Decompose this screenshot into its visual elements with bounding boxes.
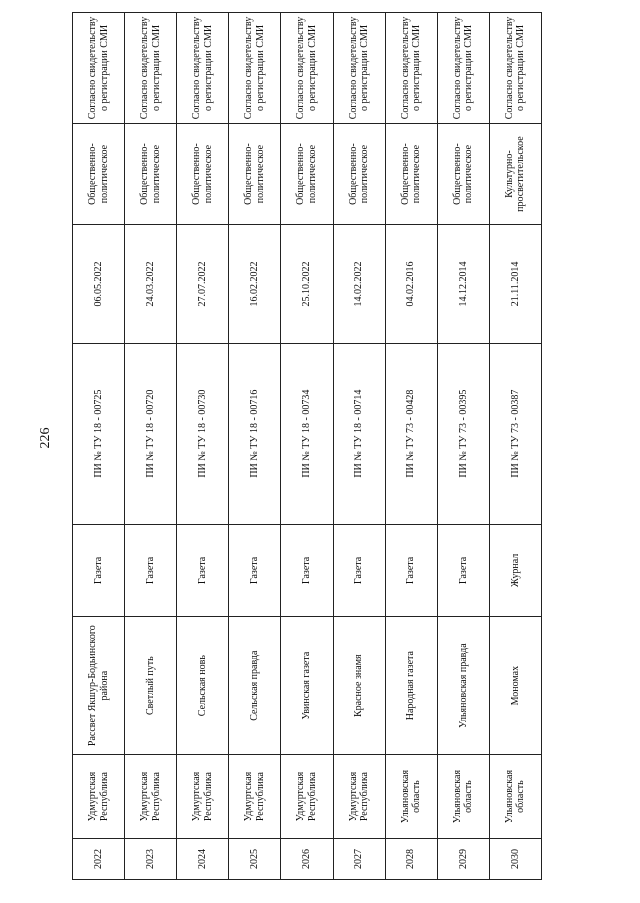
- cell-language: Согласно свидетельству о регистрации СМИ: [489, 13, 541, 124]
- cell-type: Газета: [73, 524, 125, 617]
- table-row: [177, 13, 229, 880]
- cell-registration-number: ПИ № ТУ 18 - 00714: [333, 343, 385, 524]
- cell-topic: Общественно-политическое: [437, 123, 489, 224]
- cell-registration-number: ПИ № ТУ 18 - 00716: [229, 343, 281, 524]
- cell-topic: Общественно-политическое: [73, 123, 125, 224]
- cell-number: 2022: [73, 839, 125, 880]
- cell-date: 14.12.2014: [437, 225, 489, 343]
- table-row: [281, 13, 333, 880]
- table-row: [229, 13, 281, 880]
- cell-region: Ульяновская область: [489, 755, 541, 839]
- cell-topic: Общественно-политическое: [177, 123, 229, 224]
- cell-language: Согласно свидетельству о регистрации СМИ: [73, 13, 125, 124]
- table-row: [437, 13, 489, 880]
- cell-type: Газета: [281, 524, 333, 617]
- table-body: [73, 13, 542, 880]
- cell-registration-number: ПИ № ТУ 73 - 00387: [489, 343, 541, 524]
- cell-type: Газета: [385, 524, 437, 617]
- table-row: [73, 13, 125, 880]
- cell-date: 16.02.2022: [229, 225, 281, 343]
- cell-language: Согласно свидетельству о регистрации СМИ: [125, 13, 177, 124]
- cell-topic: Культурно-просветительское: [489, 123, 541, 224]
- page-number: 226: [38, 427, 53, 449]
- cell-number: 2029: [437, 839, 489, 880]
- cell-region: Удмуртская Республика: [281, 755, 333, 839]
- cell-registration-number: ПИ № ТУ 73 - 00395: [437, 343, 489, 524]
- cell-date: 27.07.2022: [177, 225, 229, 343]
- cell-number: 2026: [281, 839, 333, 880]
- table-row: [125, 13, 177, 880]
- cell-type: Газета: [229, 524, 281, 617]
- cell-type: Газета: [333, 524, 385, 617]
- cell-number: 2028: [385, 839, 437, 880]
- cell-type: Газета: [177, 524, 229, 617]
- cell-title: Народная газета: [385, 617, 437, 755]
- cell-topic: Общественно-политическое: [125, 123, 177, 224]
- cell-number: 2025: [229, 839, 281, 880]
- cell-title: Светлый путь: [125, 617, 177, 755]
- cell-region: Удмуртская Республика: [229, 755, 281, 839]
- cell-title: Рассвет Якшур-Бодьинского района: [73, 617, 125, 755]
- cell-type: Газета: [125, 524, 177, 617]
- cell-region: Удмуртская Республика: [333, 755, 385, 839]
- cell-region: Ульяновская область: [437, 755, 489, 839]
- cell-topic: Общественно-политическое: [333, 123, 385, 224]
- cell-region: Удмуртская Республика: [177, 755, 229, 839]
- cell-registration-number: ПИ № ТУ 18 - 00734: [281, 343, 333, 524]
- cell-language: Согласно свидетельству о регистрации СМИ: [385, 13, 437, 124]
- cell-date: 25.10.2022: [281, 225, 333, 343]
- table-row: [385, 13, 437, 880]
- cell-topic: Общественно-политическое: [281, 123, 333, 224]
- cell-region: Удмуртская Республика: [125, 755, 177, 839]
- cell-date: 06.05.2022: [73, 225, 125, 343]
- cell-date: 04.02.2016: [385, 225, 437, 343]
- cell-title: Мономах: [489, 617, 541, 755]
- cell-number: 2030: [489, 839, 541, 880]
- cell-registration-number: ПИ № ТУ 73 - 00428: [385, 343, 437, 524]
- cell-type: Журнал: [489, 524, 541, 617]
- cell-topic: Общественно-политическое: [229, 123, 281, 224]
- table-row: [489, 13, 541, 880]
- cell-title: Красное знамя: [333, 617, 385, 755]
- cell-language: Согласно свидетельству о регистрации СМИ: [229, 13, 281, 124]
- cell-region: Ульяновская область: [385, 755, 437, 839]
- cell-date: 24.03.2022: [125, 225, 177, 343]
- cell-type: Газета: [437, 524, 489, 617]
- cell-title: Увинская газета: [281, 617, 333, 755]
- cell-language: Согласно свидетельству о регистрации СМИ: [177, 13, 229, 124]
- media-registry-table: [72, 12, 542, 880]
- cell-language: Согласно свидетельству о регистрации СМИ: [333, 13, 385, 124]
- cell-registration-number: ПИ № ТУ 18 - 00730: [177, 343, 229, 524]
- cell-language: Согласно свидетельству о регистрации СМИ: [281, 13, 333, 124]
- cell-number: 2023: [125, 839, 177, 880]
- cell-title: Сельская правда: [229, 617, 281, 755]
- cell-topic: Общественно-политическое: [385, 123, 437, 224]
- cell-number: 2027: [333, 839, 385, 880]
- cell-title: Сельская новь: [177, 617, 229, 755]
- cell-title: Ульяновская правда: [437, 617, 489, 755]
- cell-registration-number: ПИ № ТУ 18 - 00725: [73, 343, 125, 524]
- cell-registration-number: ПИ № ТУ 18 - 00720: [125, 343, 177, 524]
- rotated-table-container: [72, 12, 542, 880]
- cell-number: 2024: [177, 839, 229, 880]
- cell-date: 21.11.2014: [489, 225, 541, 343]
- cell-date: 14.02.2022: [333, 225, 385, 343]
- cell-language: Согласно свидетельству о регистрации СМИ: [437, 13, 489, 124]
- cell-region: Удмуртская Республика: [73, 755, 125, 839]
- table-row: [333, 13, 385, 880]
